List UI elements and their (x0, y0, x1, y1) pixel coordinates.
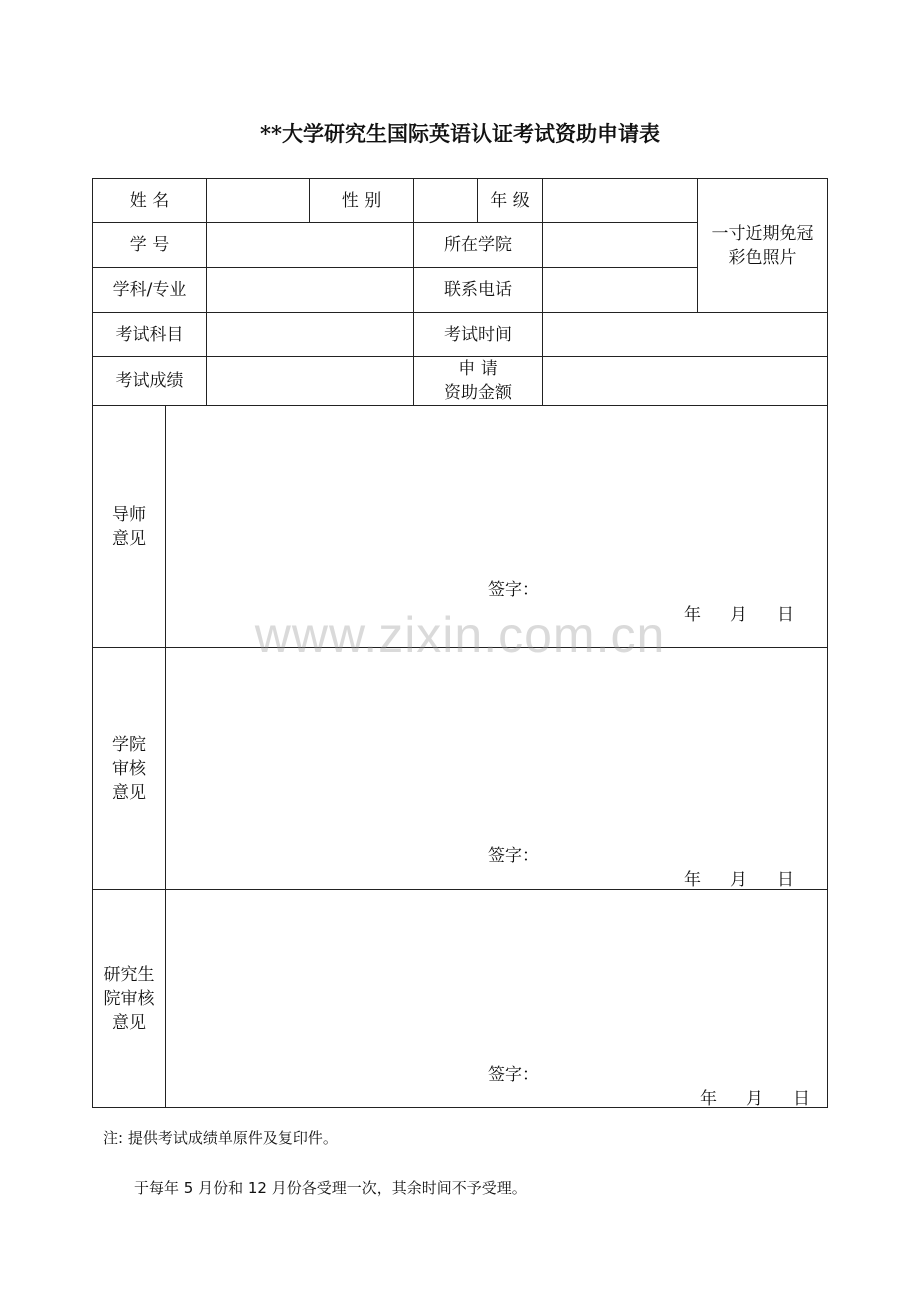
form-title: **大学研究生国际英语认证考试资助申请表 (260, 121, 660, 146)
note-line2: 于每年 5 月份和 12 月份各受理一次，其余时间不予受理。 (134, 1179, 527, 1197)
student-id-input[interactable] (207, 223, 413, 267)
exam-subject-input[interactable] (207, 313, 413, 356)
name-label: 姓 名 (129, 190, 170, 211)
exam-time-label: 考试时间 (444, 324, 512, 345)
student-id-label: 学 号 (129, 235, 170, 255)
grad-date-day: 日 (793, 1089, 810, 1109)
grad-review-line1: 研究生 (103, 964, 155, 985)
grad-sign-label: 签字： (488, 1065, 539, 1085)
exam-time-input[interactable] (543, 313, 827, 356)
advisor-date-year: 年 (684, 605, 701, 625)
grad-review-line3: 意见 (112, 1012, 146, 1033)
name-input[interactable] (207, 179, 309, 222)
college-review-label (93, 648, 165, 889)
advisor-label-line1: 导师 (112, 504, 146, 525)
photo-placeholder[interactable] (698, 179, 827, 312)
apply-amount-label-line1: 申 请 (458, 359, 498, 379)
phone-input[interactable] (543, 268, 697, 312)
grade-label: 年 级 (490, 190, 530, 211)
advisor-sign-label: 签字： (488, 580, 539, 600)
advisor-date-day: 日 (777, 605, 794, 625)
photo-text-line2: 彩色照片 (728, 247, 797, 268)
college-date-month: 月 (730, 870, 747, 890)
college-date-year: 年 (684, 870, 701, 890)
college-input[interactable] (543, 223, 697, 267)
college-review-line3: 意见 (112, 782, 146, 803)
college-label: 所在学院 (444, 235, 512, 255)
college-review-line2: 审核 (112, 758, 146, 779)
phone-label: 联系电话 (444, 280, 512, 300)
grad-review-line2: 院审核 (103, 988, 155, 1009)
gender-input[interactable] (414, 179, 477, 222)
college-date-day: 日 (777, 870, 794, 890)
college-sign-label: 签字： (488, 846, 539, 866)
apply-amount-label (414, 357, 542, 405)
advisor-date-month: 月 (730, 605, 747, 625)
major-input[interactable] (207, 268, 413, 312)
college-review-line1: 学院 (112, 734, 146, 755)
photo-text-line1: 一寸近期免冠 (711, 223, 814, 244)
note-line1: 注: 提供考试成绩单原件及复印件。 (103, 1129, 338, 1147)
grade-input[interactable] (543, 179, 697, 222)
advisor-label-line2: 意见 (112, 528, 146, 549)
watermark: www.zixin.com.cn (254, 607, 666, 663)
exam-score-label: 考试成绩 (115, 371, 184, 391)
exam-subject-label: 考试科目 (115, 324, 184, 345)
grad-date-month: 月 (746, 1089, 763, 1109)
apply-amount-input[interactable] (543, 357, 827, 405)
apply-amount-label-line2: 资助金额 (444, 383, 512, 403)
grad-school-review-label (93, 890, 165, 1107)
exam-score-input[interactable] (207, 357, 413, 405)
major-label: 学科/专业 (112, 280, 187, 300)
grad-date-year: 年 (700, 1089, 717, 1109)
gender-label: 性 别 (341, 190, 382, 211)
